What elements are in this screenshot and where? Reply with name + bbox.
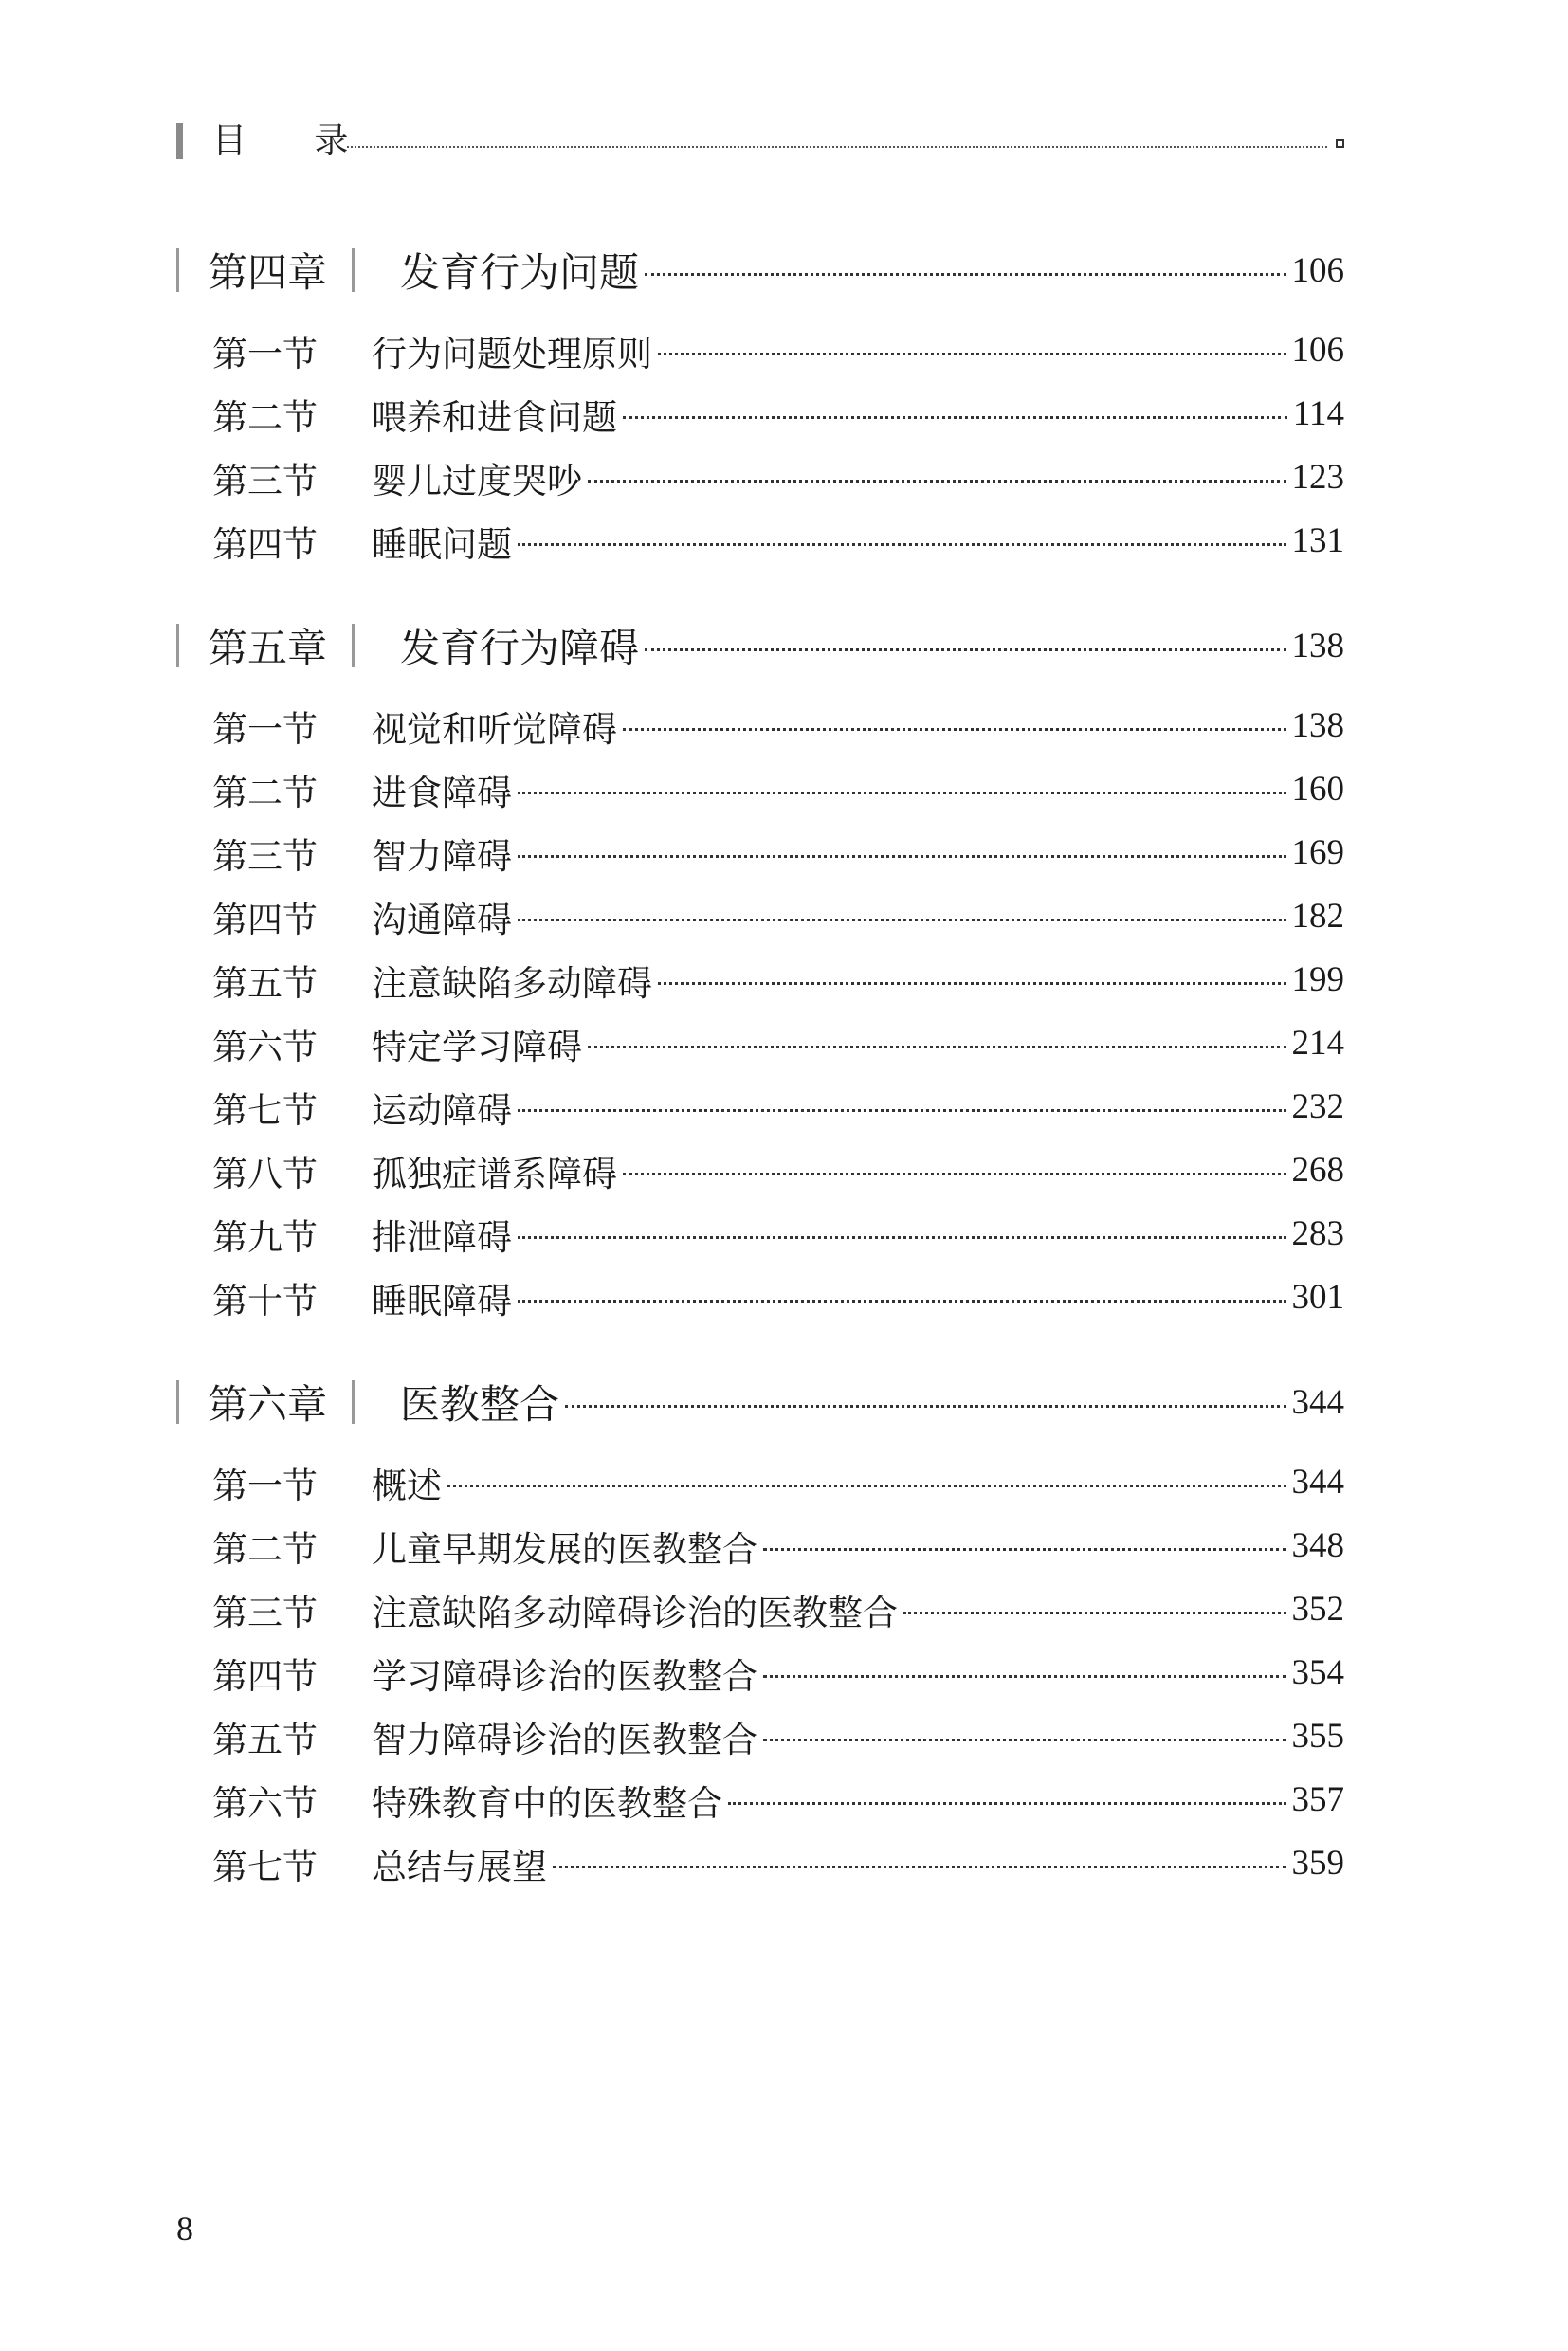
- section-entry[interactable]: [176, 1641, 1344, 1704]
- leader-dots: [518, 1300, 1286, 1303]
- section-title: 总结与展望: [372, 1846, 547, 1887]
- leader-dots: [903, 1612, 1286, 1614]
- section-entry[interactable]: [176, 1704, 1344, 1768]
- chapter-bar-left: [176, 1380, 179, 1424]
- chapter-label: 第四章: [208, 249, 328, 296]
- chapter-bar-left: [176, 624, 179, 667]
- section-entry[interactable]: [176, 1514, 1344, 1577]
- chapter-bar-left: [176, 248, 179, 292]
- section-title: 睡眠障碍: [372, 1280, 512, 1321]
- chapter-bar-divider: [352, 624, 355, 667]
- section-page: 354: [1291, 1653, 1344, 1692]
- section-title: 智力障碍: [372, 835, 512, 877]
- section-label: 第四节: [212, 899, 318, 940]
- chapter-page: 138: [1291, 626, 1344, 665]
- section-label: 第五节: [212, 1719, 318, 1760]
- section-page: 283: [1291, 1214, 1344, 1253]
- leader-dots: [623, 728, 1286, 731]
- section-entry[interactable]: [176, 694, 1344, 757]
- section-label: 第二节: [212, 772, 318, 813]
- section-title: 喂养和进食问题: [372, 396, 617, 438]
- section-label: 第九节: [212, 1216, 318, 1258]
- leader-dots: [623, 416, 1287, 419]
- leader-dots: [518, 543, 1286, 546]
- section-title: 学习障碍诊治的医教整合: [372, 1655, 757, 1697]
- section-label: 第一节: [212, 708, 318, 750]
- leader-dots: [447, 1485, 1286, 1487]
- section-entry[interactable]: [176, 1202, 1344, 1266]
- chapter-entry[interactable]: [176, 237, 1344, 303]
- leader-dots: [763, 1739, 1286, 1741]
- section-entry[interactable]: [176, 1139, 1344, 1202]
- section-page: 182: [1291, 897, 1344, 936]
- section-page: 199: [1291, 960, 1344, 999]
- section-page: 114: [1292, 394, 1344, 433]
- section-page: 169: [1291, 833, 1344, 872]
- section-title: 特定学习障碍: [372, 1026, 582, 1067]
- chapter-entry[interactable]: [176, 612, 1344, 679]
- section-label: 第十节: [212, 1280, 318, 1321]
- leader-dots: [645, 273, 1285, 276]
- header-bar: [176, 123, 183, 159]
- running-header: [176, 121, 1344, 163]
- section-page: 214: [1291, 1024, 1344, 1063]
- section-title: 注意缺陷多动障碍: [372, 962, 652, 1004]
- section-label: 第一节: [212, 333, 318, 374]
- leader-dots: [518, 855, 1286, 858]
- chapter-page: 106: [1291, 250, 1344, 290]
- chapter-bar-divider: [352, 248, 355, 292]
- section-entry[interactable]: [176, 1768, 1344, 1832]
- section-label: 第七节: [212, 1846, 318, 1887]
- section-entry[interactable]: [176, 948, 1344, 1011]
- section-title: 智力障碍诊治的医教整合: [372, 1719, 757, 1760]
- section-title: 排泄障碍: [372, 1216, 512, 1258]
- leader-dots: [658, 982, 1286, 985]
- section-title: 儿童早期发展的医教整合: [372, 1528, 757, 1570]
- chapter-title: 发育行为障碍: [400, 625, 640, 671]
- page-number: 8: [176, 2210, 193, 2248]
- section-label: 第五节: [212, 962, 318, 1004]
- section-title: 行为问题处理原则: [372, 333, 652, 374]
- leader-dots: [658, 353, 1286, 355]
- section-title: 运动障碍: [372, 1089, 512, 1131]
- section-page: 232: [1291, 1087, 1344, 1126]
- leader-dots: [728, 1802, 1286, 1805]
- section-label: 第八节: [212, 1153, 318, 1194]
- section-entry[interactable]: [176, 884, 1344, 948]
- section-entry[interactable]: [176, 757, 1344, 821]
- section-page: 355: [1291, 1717, 1344, 1756]
- section-label: 第六节: [212, 1026, 318, 1067]
- section-entry[interactable]: [176, 1266, 1344, 1329]
- leader-dots: [518, 919, 1286, 921]
- section-entry[interactable]: [176, 1075, 1344, 1139]
- section-entry[interactable]: [176, 382, 1344, 446]
- chapter-bar-divider: [352, 1380, 355, 1424]
- section-entry[interactable]: [176, 1577, 1344, 1641]
- section-label: 第七节: [212, 1089, 318, 1131]
- leader-dots: [588, 480, 1286, 483]
- section-page: 106: [1291, 331, 1344, 370]
- section-page: 357: [1291, 1780, 1344, 1819]
- chapter-entry[interactable]: [176, 1369, 1344, 1435]
- header-dotted-rule: [347, 146, 1327, 148]
- leader-dots: [565, 1405, 1285, 1408]
- section-title: 概述: [372, 1465, 442, 1506]
- section-entry[interactable]: [176, 821, 1344, 884]
- chapter-label: 第五章: [208, 625, 328, 671]
- section-page: 268: [1291, 1151, 1344, 1190]
- section-label: 第三节: [212, 1592, 318, 1633]
- leader-dots: [588, 1046, 1286, 1048]
- section-page: 123: [1291, 458, 1344, 497]
- section-entry[interactable]: [176, 446, 1344, 509]
- leader-dots: [763, 1548, 1286, 1551]
- section-entry[interactable]: [176, 319, 1344, 382]
- section-page: 348: [1291, 1526, 1344, 1565]
- section-page: 344: [1291, 1463, 1344, 1502]
- leader-dots: [763, 1675, 1286, 1678]
- chapter-title: 发育行为问题: [400, 249, 640, 296]
- section-label: 第三节: [212, 460, 318, 501]
- header-title: 目 录: [212, 121, 377, 160]
- section-entry[interactable]: [176, 1011, 1344, 1075]
- leader-dots: [645, 648, 1285, 651]
- section-label: 第二节: [212, 1528, 318, 1570]
- section-title: 婴儿过度哭吵: [372, 460, 582, 501]
- section-title: 进食障碍: [372, 772, 512, 813]
- section-page: 138: [1291, 706, 1344, 745]
- leader-dots: [553, 1866, 1286, 1868]
- section-page: 301: [1291, 1278, 1344, 1317]
- chapter-page: 344: [1291, 1382, 1344, 1422]
- leader-dots: [518, 792, 1286, 794]
- table-of-contents: [176, 237, 1344, 1895]
- section-page: 160: [1291, 770, 1344, 809]
- section-entry[interactable]: [176, 1450, 1344, 1514]
- leader-dots: [518, 1236, 1286, 1239]
- section-entry[interactable]: [176, 509, 1344, 573]
- section-title: 视觉和听觉障碍: [372, 708, 617, 750]
- section-title: 注意缺陷多动障碍诊治的医教整合: [372, 1592, 898, 1633]
- section-label: 第四节: [212, 523, 318, 565]
- header-end-square-icon: [1336, 139, 1344, 148]
- leader-dots: [623, 1173, 1286, 1176]
- section-title: 睡眠问题: [372, 523, 512, 565]
- section-label: 第三节: [212, 835, 318, 877]
- section-label: 第四节: [212, 1655, 318, 1697]
- section-label: 第一节: [212, 1465, 318, 1506]
- leader-dots: [518, 1109, 1286, 1112]
- section-label: 第二节: [212, 396, 318, 438]
- section-page: 131: [1291, 521, 1344, 560]
- section-page: 359: [1291, 1844, 1344, 1883]
- section-title: 特殊教育中的医教整合: [372, 1782, 722, 1824]
- section-title: 孤独症谱系障碍: [372, 1153, 617, 1194]
- section-label: 第六节: [212, 1782, 318, 1824]
- section-page: 352: [1291, 1590, 1344, 1629]
- section-title: 沟通障碍: [372, 899, 512, 940]
- chapter-label: 第六章: [208, 1381, 328, 1428]
- chapter-title: 医教整合: [400, 1381, 560, 1428]
- section-entry[interactable]: [176, 1832, 1344, 1895]
